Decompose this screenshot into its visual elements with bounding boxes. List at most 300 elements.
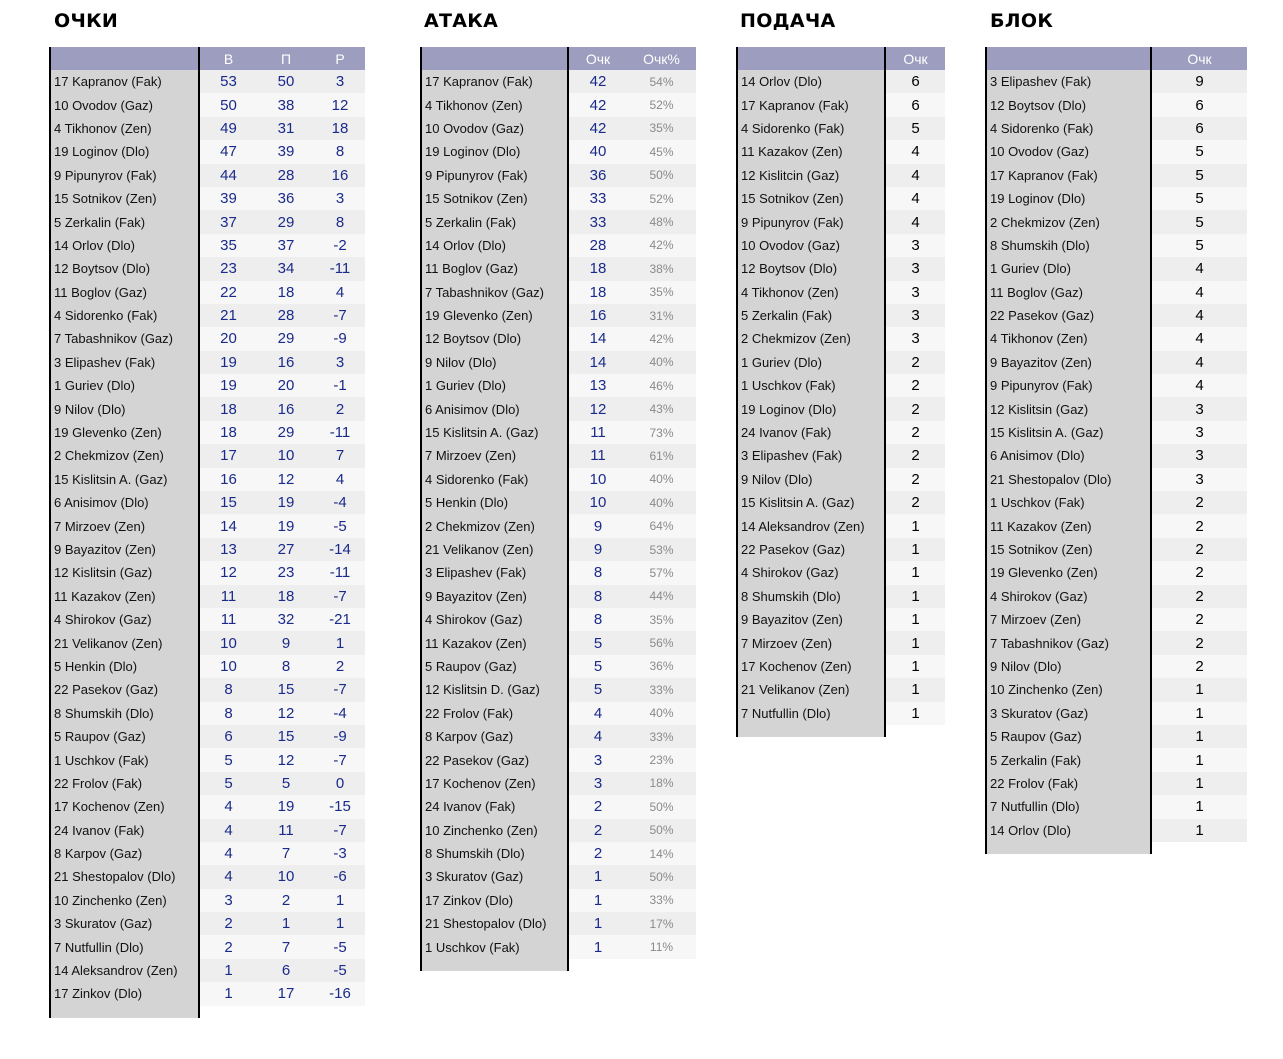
value-cell: 4 [1151,327,1247,350]
table-row [987,772,1247,795]
value-cell: 4 [1151,257,1247,280]
value-cell: 19 [257,491,315,514]
value-cell: 33 [568,187,627,210]
player-name: 14 Orlov (Dlo) [738,70,885,93]
value-cell: 3 [315,70,365,93]
player-name: 8 Shumskih (Dlo) [51,702,199,725]
value-cell: 17 [257,982,315,1005]
table-row [51,608,365,631]
player-name: 5 Henkin (Dlo) [422,491,568,514]
percent-cell: 40% [627,351,696,374]
value-cell: -7 [315,819,365,842]
table-row [51,281,365,304]
table-row [987,281,1247,304]
points-header-1: В [199,47,257,70]
table-row [51,444,365,467]
table-row [51,257,365,280]
value-cell: -1 [315,374,365,397]
player-name: 17 Kapranov (Fak) [738,93,885,116]
table-row [987,444,1247,467]
player-name: 19 Loginov (Dlo) [51,140,199,163]
player-name: 2 Chekmizov (Zen) [51,444,199,467]
table-row [738,444,945,467]
value-cell: 5 [1151,164,1247,187]
player-name: 22 Pasekov (Gaz) [51,678,199,701]
value-cell: 2 [885,421,945,444]
value-cell: 23 [257,561,315,584]
value-cell: 2 [885,397,945,420]
percent-cell: 11% [627,935,696,958]
table-row [51,397,365,420]
table-row [51,117,365,140]
table-row [422,234,696,257]
value-cell: 1 [199,982,257,1005]
table-row [51,631,365,654]
block-title: БЛОК [990,10,1054,32]
table-row [738,281,945,304]
player-name: 8 Karpov (Gaz) [422,725,568,748]
percent-cell: 38% [627,257,696,280]
table-row [422,819,696,842]
player-name: 1 Uschkov (Fak) [738,374,885,397]
table-row [987,397,1247,420]
player-name: 8 Karpov (Gaz) [51,842,199,865]
table-row [422,397,696,420]
table-row [422,748,696,771]
player-name: 5 Raupov (Gaz) [51,725,199,748]
value-cell: 4 [315,281,365,304]
player-name: 7 Mirzoev (Zen) [987,608,1151,631]
table-row [422,210,696,233]
value-cell: 16 [199,468,257,491]
table-padding [568,959,627,971]
player-name: 7 Nutfullin (Dlo) [51,935,199,958]
value-cell: 2 [257,889,315,912]
value-cell: 3 [315,351,365,374]
value-cell: 2 [315,655,365,678]
player-name: 8 Shumskih (Dlo) [738,585,885,608]
table-row [422,631,696,654]
value-cell: 37 [257,234,315,257]
table-row [738,468,945,491]
value-cell: 3 [568,772,627,795]
value-cell: 18 [257,585,315,608]
value-cell: 23 [199,257,257,280]
value-cell: 50 [199,93,257,116]
table-row [51,655,365,678]
percent-cell: 18% [627,772,696,795]
table-row [51,491,365,514]
table-row [422,935,696,958]
value-cell: 7 [315,444,365,467]
player-name: 17 Kapranov (Fak) [422,70,568,93]
table-row [738,117,945,140]
value-cell: 1 [885,631,945,654]
percent-cell: 40% [627,491,696,514]
player-name: 12 Boytsov (Dlo) [422,327,568,350]
table-row [987,304,1247,327]
value-cell: 4 [199,842,257,865]
player-name: 17 Kapranov (Fak) [987,164,1151,187]
player-name: 7 Mirzoev (Zen) [738,631,885,654]
value-cell: 4 [199,819,257,842]
table-row [422,304,696,327]
player-name: 14 Aleksandrov (Zen) [51,959,199,982]
player-name: 22 Frolov (Fak) [987,772,1151,795]
percent-cell: 52% [627,93,696,116]
attack-header-2: Очк% [627,47,696,70]
table-row [738,164,945,187]
player-name: 7 Mirzoev (Zen) [422,444,568,467]
table-row [987,140,1247,163]
player-name: 3 Skuratov (Gaz) [51,912,199,935]
table-row [987,795,1247,818]
value-cell: 1 [885,585,945,608]
percent-cell: 73% [627,421,696,444]
percent-cell: 56% [627,631,696,654]
percent-cell: 33% [627,889,696,912]
player-name: 6 Anisimov (Dlo) [422,397,568,420]
table-row [422,117,696,140]
value-cell: 11 [199,608,257,631]
table-row [422,491,696,514]
value-cell: 5 [885,117,945,140]
value-cell: 1 [885,538,945,561]
value-cell: 4 [885,164,945,187]
table-row [422,538,696,561]
player-name: 11 Boglov (Gaz) [987,281,1151,304]
table-row [987,702,1247,725]
value-cell: -5 [315,935,365,958]
value-cell: 2 [885,351,945,374]
player-name: 21 Shestopalov (Dlo) [51,865,199,888]
player-name: 4 Shirokov (Gaz) [738,561,885,584]
value-cell: 5 [257,772,315,795]
value-cell: 1 [568,865,627,888]
value-cell: 8 [568,608,627,631]
player-name: 5 Zerkalin (Fak) [987,748,1151,771]
player-name: 9 Nilov (Dlo) [738,468,885,491]
value-cell: 2 [1151,585,1247,608]
player-name: 22 Frolov (Fak) [422,702,568,725]
table-row [738,210,945,233]
table-row [51,70,365,93]
value-cell: 18 [315,117,365,140]
value-cell: 1 [257,912,315,935]
value-cell: 6 [257,959,315,982]
table-row [51,585,365,608]
value-cell: 18 [257,281,315,304]
value-cell: 9 [257,631,315,654]
value-cell: 35 [199,234,257,257]
player-name: 8 Shumskih (Dlo) [422,842,568,865]
value-cell: 18 [199,421,257,444]
value-cell: 3 [885,257,945,280]
value-cell: 3 [885,304,945,327]
serve-header-name [738,47,885,70]
player-name: 1 Guriev (Dlo) [738,351,885,374]
player-name: 4 Tikhonov (Zen) [987,327,1151,350]
points-header-name [51,47,199,70]
value-cell: 11 [199,585,257,608]
table-row [987,234,1247,257]
value-cell: 4 [1151,374,1247,397]
table-padding [199,1006,257,1018]
player-name: 1 Guriev (Dlo) [987,257,1151,280]
value-cell: -5 [315,959,365,982]
table-padding [422,959,568,971]
value-cell: 8 [568,561,627,584]
table-row [51,935,365,958]
table-row [422,70,696,93]
percent-cell: 53% [627,538,696,561]
value-cell: 9 [568,514,627,537]
value-cell: 38 [257,93,315,116]
value-cell: 3 [885,234,945,257]
player-name: 24 Ivanov (Fak) [422,795,568,818]
points-header-3: Р [315,47,365,70]
player-name: 12 Kislitsin (Gaz) [987,397,1151,420]
value-cell: 31 [257,117,315,140]
percent-cell: 42% [627,327,696,350]
value-cell: 44 [199,164,257,187]
percent-cell: 36% [627,655,696,678]
value-cell: 21 [199,304,257,327]
percent-cell: 44% [627,585,696,608]
value-cell: 19 [257,514,315,537]
value-cell: -11 [315,561,365,584]
table-row [738,538,945,561]
player-name: 10 Ovodov (Gaz) [422,117,568,140]
value-cell: 29 [257,327,315,350]
value-cell: 2 [315,397,365,420]
player-name: 10 Zinchenko (Zen) [422,819,568,842]
table-row [987,819,1247,842]
player-name: 22 Pasekov (Gaz) [987,304,1151,327]
table-row [987,70,1247,93]
player-name: 4 Tikhonov (Zen) [51,117,199,140]
value-cell: 19 [199,374,257,397]
table-row [51,210,365,233]
table-row [987,257,1247,280]
table-row [422,187,696,210]
value-cell: 16 [257,397,315,420]
block-header-1: Очк [1151,47,1247,70]
block-table [985,47,1247,854]
value-cell: 36 [568,164,627,187]
player-name: 19 Glevenko (Zen) [51,421,199,444]
table-row [738,257,945,280]
value-cell: -5 [315,514,365,537]
percent-cell: 35% [627,281,696,304]
table-padding [1151,842,1247,854]
player-name: 17 Zinkov (Dlo) [422,889,568,912]
player-name: 5 Raupov (Gaz) [987,725,1151,748]
value-cell: 10 [199,655,257,678]
player-name: 19 Glevenko (Zen) [987,561,1151,584]
player-name: 1 Guriev (Dlo) [51,374,199,397]
value-cell: 47 [199,140,257,163]
value-cell: -7 [315,304,365,327]
table-row [987,585,1247,608]
player-name: 1 Uschkov (Fak) [422,935,568,958]
value-cell: 28 [257,304,315,327]
percent-cell: 64% [627,514,696,537]
value-cell: 8 [257,655,315,678]
table-padding [738,725,885,737]
table-row [987,631,1247,654]
value-cell: -21 [315,608,365,631]
table-row [51,912,365,935]
points-header-2: П [257,47,315,70]
value-cell: 1 [885,561,945,584]
table-row [987,655,1247,678]
player-name: 8 Shumskih (Dlo) [987,234,1151,257]
value-cell: 12 [315,93,365,116]
value-cell: 13 [568,374,627,397]
value-cell: 1 [1151,725,1247,748]
table-row [422,702,696,725]
table-row [51,538,365,561]
player-name: 12 Boytsov (Dlo) [738,257,885,280]
player-name: 9 Bayazitov (Zen) [51,538,199,561]
table-row [738,631,945,654]
player-name: 5 Raupov (Gaz) [422,655,568,678]
value-cell: 1 [315,912,365,935]
percent-cell: 50% [627,795,696,818]
player-name: 17 Kochenov (Zen) [51,795,199,818]
value-cell: 0 [315,772,365,795]
value-cell: 29 [257,421,315,444]
player-name: 21 Velikanov (Zen) [738,678,885,701]
value-cell: 49 [199,117,257,140]
table-row [987,117,1247,140]
value-cell: 53 [199,70,257,93]
player-name: 4 Sidorenko (Fak) [987,117,1151,140]
value-cell: 2 [1151,655,1247,678]
value-cell: 12 [199,561,257,584]
value-cell: 19 [257,795,315,818]
percent-cell: 52% [627,187,696,210]
value-cell: 1 [199,959,257,982]
value-cell: 3 [885,281,945,304]
player-name: 2 Chekmizov (Zen) [987,210,1151,233]
value-cell: 2 [1151,538,1247,561]
table-row [738,327,945,350]
table-padding [987,842,1151,854]
table-row [422,842,696,865]
table-row [738,93,945,116]
value-cell: 1 [1151,795,1247,818]
table-row [422,257,696,280]
player-name: 4 Shirokov (Gaz) [51,608,199,631]
value-cell: 11 [568,444,627,467]
table-row [987,421,1247,444]
table-row [987,725,1247,748]
table-row [987,748,1247,771]
player-name: 14 Aleksandrov (Zen) [738,514,885,537]
value-cell: 17 [199,444,257,467]
value-cell: -4 [315,491,365,514]
player-name: 1 Uschkov (Fak) [51,748,199,771]
value-cell: 6 [1151,93,1247,116]
table-row [51,982,365,1005]
value-cell: 3 [1151,421,1247,444]
value-cell: 2 [199,935,257,958]
table-row [51,187,365,210]
value-cell: 7 [257,935,315,958]
player-name: 17 Zinkov (Dlo) [51,982,199,1005]
player-name: 9 Pipunyrov (Fak) [51,164,199,187]
value-cell: 5 [568,631,627,654]
percent-cell: 57% [627,561,696,584]
value-cell: 12 [257,702,315,725]
table-padding [257,1006,315,1018]
player-name: 11 Kazakov (Zen) [422,631,568,654]
table-row [51,327,365,350]
table-row [51,374,365,397]
table-row [422,678,696,701]
block-header-name [987,47,1151,70]
table-padding [627,959,696,971]
table-row [422,468,696,491]
table-row [738,397,945,420]
table-row [738,561,945,584]
table-row [422,421,696,444]
value-cell: 1 [1151,702,1247,725]
value-cell: 10 [568,491,627,514]
player-name: 4 Sidorenko (Fak) [51,304,199,327]
percent-cell: 50% [627,865,696,888]
percent-cell: 43% [627,397,696,420]
table-row [422,374,696,397]
table-row [738,514,945,537]
player-name: 1 Uschkov (Fak) [987,491,1151,514]
percent-cell: 33% [627,678,696,701]
percent-cell: 14% [627,842,696,865]
table-row [738,655,945,678]
player-name: 14 Orlov (Dlo) [51,234,199,257]
value-cell: 20 [199,327,257,350]
player-name: 11 Kazakov (Zen) [51,585,199,608]
table-row [738,585,945,608]
percent-cell: 31% [627,304,696,327]
player-name: 3 Skuratov (Gaz) [422,865,568,888]
value-cell: 8 [199,702,257,725]
value-cell: -3 [315,842,365,865]
table-row [987,561,1247,584]
attack-title: АТАКА [424,10,499,32]
table-row [987,514,1247,537]
player-name: 7 Tabashnikov (Gaz) [422,281,568,304]
value-cell: 10 [568,468,627,491]
player-name: 9 Bayazitov (Zen) [738,608,885,631]
table-row [987,374,1247,397]
table-row [422,351,696,374]
attack-header-1: Очк [568,47,627,70]
player-name: 3 Elipashev (Fak) [738,444,885,467]
value-cell: 36 [257,187,315,210]
value-cell: 2 [1151,491,1247,514]
player-name: 4 Tikhonov (Zen) [422,93,568,116]
value-cell: 15 [257,678,315,701]
value-cell: 1 [885,678,945,701]
player-name: 15 Kislitsin A. (Gaz) [738,491,885,514]
table-row [51,842,365,865]
value-cell: -2 [315,234,365,257]
serve-table [736,47,945,737]
percent-cell: 35% [627,608,696,631]
